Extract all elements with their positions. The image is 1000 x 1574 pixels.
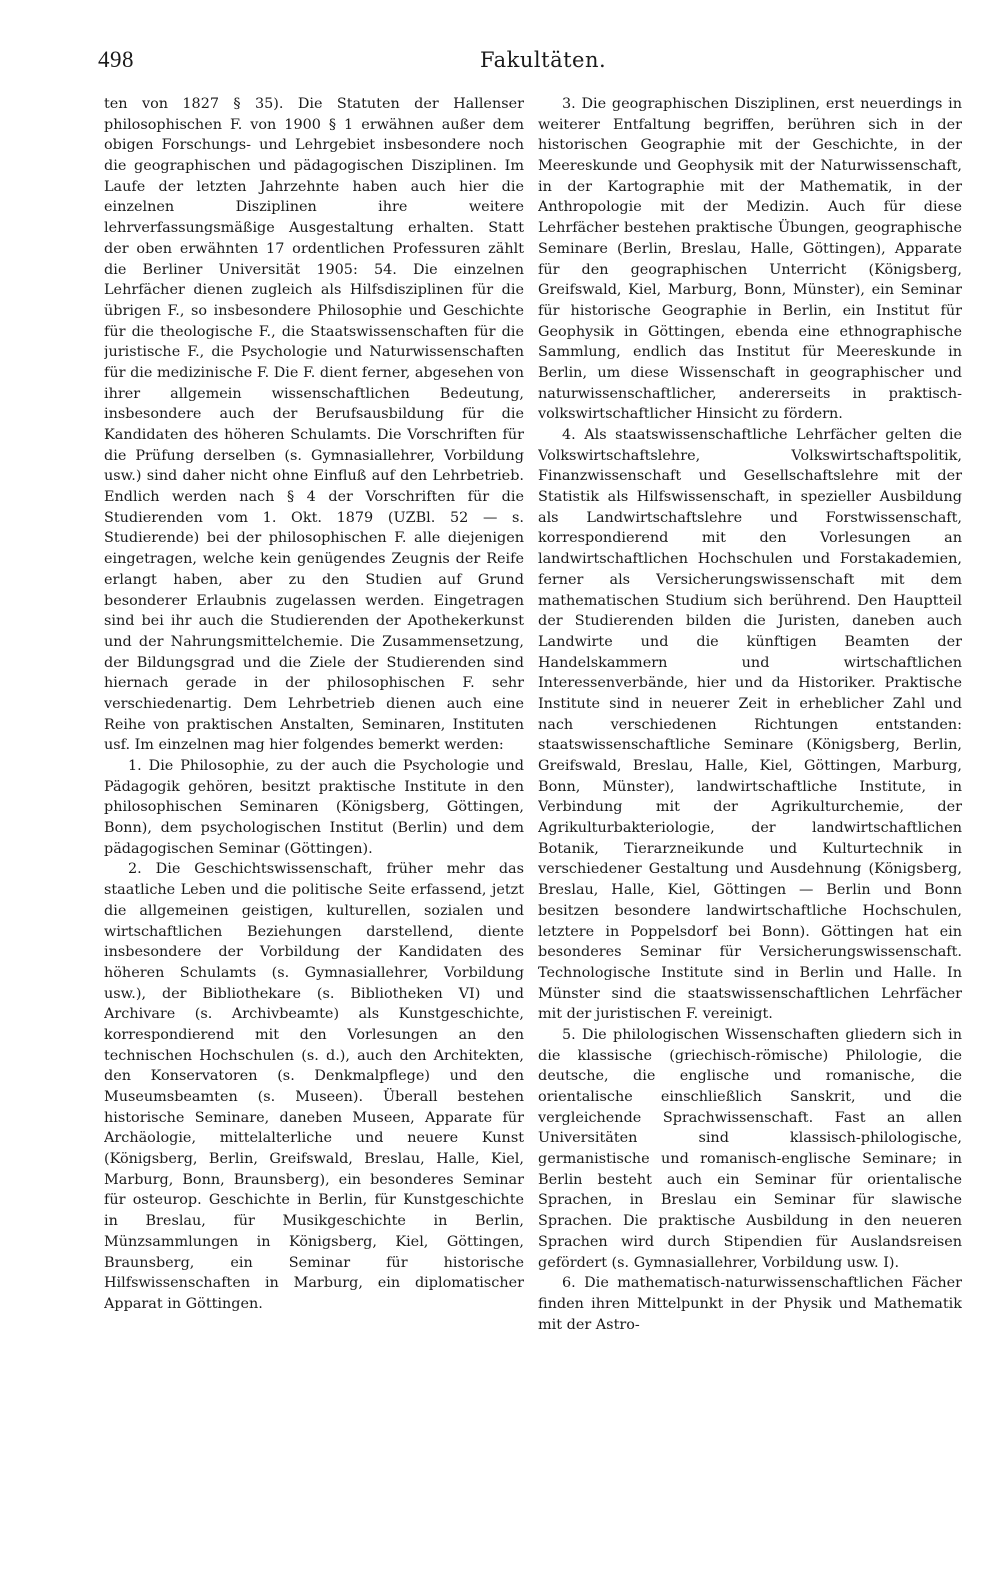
- paragraph-geschichtswissenschaft: 2. Die Geschichtswissenschaft, früher mehr das staatliche Leben und die politische Seite erfassend, jetzt die allgemeinen geistigen, kulturellen, sozialen und wirtschaftlichen Beziehungen darstellend, diente insbesondere der Vorbildung der Kandidaten des höheren Schulamts (s. Gymnasiallehrer, Vorbildung usw.), der Bibliothekare (s. Bibliotheken VI) und Archivare (s. Archivbeamte) als Kunstgeschichte, korrespondierend mit den Vorlesungen an den technischen Hochschulen (s. d.), auch den Architekten, den Konservatoren (s. Denkmalpflege) und den Museumsbeamten (s. Museen). Überall bestehen historische Seminare, daneben Museen, Apparate für Archäologie, mittelalterliche und neuere Kunst (Königsberg, Berlin, Greifswald, Breslau, Halle, Kiel, Marburg, Bonn, Braunsberg), ein besonderes Seminar für osteurop. Geschichte in Berlin, für Kunstgeschichte in Breslau, für Musikgeschichte in Berlin, Münzsammlungen in Königsberg, Kiel, Göttingen, Braunsberg, ein Seminar für historische Hilfswissenschaften in Marburg, ein diplomatischer Apparat in Göttingen.: [104, 861, 524, 1312]
- paragraph-philologie: 5. Die philologischen Wissenschaften gliedern sich in die klassische (griechisch-römische) Philologie, die deutsche, die englische und romanische, die orientalische einschließlich Sanskrit, und die vergleichende Sprachwissenschaft. Fast an allen Universitäten sind klassisch-philologische, germanistische und romanisch-englische Seminare; in Berlin besteht auch ein Seminar für orientalische Sprachen, in Breslau ein Seminar für slawische Sprachen. Die praktische Ausbildung in den neueren Sprachen wird durch Stipendien für Auslandsreisen gefördert (s. Gymnasiallehrer, Vorbildung usw. I).: [538, 1026, 962, 1271]
- paragraph-mathematik: 6. Die mathematisch-naturwissenschaftlichen Fächer finden ihren Mittelpunkt in der Physik und Mathematik mit der Astro-: [538, 1275, 962, 1333]
- page-number: 498: [98, 47, 134, 72]
- paragraph-geographie: 3. Die geographischen Disziplinen, erst neuerdings in weiterer Entfaltung begriffen, berühren sich in der historischen Geographie mit der Geschichte, in der Meereskunde und Geophysik mit der Naturwissenschaft, in der Kartographie mit der Mathematik, in der Anthropologie mit der Medizin. Auch für diese Lehrfächer bestehen praktische Übungen, geographische Seminare (Berlin, Breslau, Halle, Göttingen), Apparate für den geographischen Unterricht (Königsberg, Greifswald, Kiel, Marburg, Bonn, Münster), ein Seminar für historische Geographie in Berlin, ein Institut für Geophysik in Göttingen, ebenda eine ethnographische Sammlung, endlich das Institut für Meereskunde in Berlin, um diese Wissenschaft in geographischer und naturwissenschaftlicher, andererseits in praktisch-volkswirtschaftlicher Hinsicht zu fördern.: [538, 96, 962, 423]
- left-column: [104, 94, 524, 1494]
- paragraph-staatswissenschaften: 4. Als staatswissenschaftliche Lehrfächer gelten die Volkswirtschaftslehre, Volkswirtschaftspolitik, Finanzwissenschaft und Gesellschaftslehre mit der Statistik als Hilfswissenschaft, in spezieller Ausbildung als Landwirtschaftslehre und Forstwissenschaft, korrespondierend mit den Vorlesungen an landwirtschaftlichen Hochschulen und Forstakademien, ferner als Versicherungswissenschaft mit dem mathematischen Studium sich berührend. Den Hauptteil der Studierenden bilden die Juristen, daneben auch Landwirte und die künftigen Beamten der Handelskammern und wirtschaftlichen Interessenverbände, hier und da Historiker. Praktische Institute sind in neuerer Zeit in erheblicher Zahl und nach verschiedenen Richtungen entstanden: staatswissenschaftliche Seminare (Königsberg, Berlin, Greifswald, Breslau, Halle, Kiel, Göttingen, Marburg, Bonn, Münster), landwirtschaftliche Institute, in Verbindung mit der Agrikulturchemie, der Agrikulturbakteriologie, der landwirtschaftlichen Botanik, Tierarzneikunde und Kulturtechnik in verschiedener Gestaltung und Ausdehnung (Königsberg, Breslau, Halle, Kiel, Göttingen — Berlin und Bonn besitzen besondere landwirtschaftliche Hochschulen, letztere in Poppelsdorf bei Bonn). Göttingen hat ein besonderes Seminar für Versicherungswissenschaft. Technologische Institute sind in Berlin und Halle. In Münster sind die staatswissenschaftlichen Lehrfächer mit der juristischen F. vereinigt.: [538, 427, 962, 1023]
- running-head: Fakultäten.: [480, 48, 607, 72]
- paragraph-philosophie: 1. Die Philosophie, zu der auch die Psychologie und Pädagogik gehören, besitzt praktische Institute in den philosophischen Seminaren (Königsberg, Göttingen, Bonn), dem psychologischen Institut (Berlin) und dem pädagogischen Seminar (Göttingen).: [104, 758, 524, 857]
- right-column: [538, 94, 962, 1494]
- paragraph-continued: ten von 1827 § 35). Die Statuten der Hallenser philosophischen F. von 1900 § 1 erwähnen außer dem obigen Forschungs- und Lehrgebiet insbesondere noch die geographischen und pädagogischen Disziplinen. Im Laufe der letzten Jahrzehnte haben auch hier die einzelnen Disziplinen ihre weitere lehrverfassungsmäßige Ausgestaltung erhalten. Statt der oben erwähnten 17 ordentlichen Professuren zählt die Berliner Universität 1905: 54. Die einzelnen Lehrfächer dienen zugleich als Hilfsdisziplinen für die übrigen F., so insbesondere Philosophie und Geschichte für die theologische F., die Staatswissenschaften für die juristische F., die Psychologie und Naturwissenschaften für die medizinische F. Die F. dient ferner, abgesehen von ihrer allgemein wissenschaftlichen Bedeutung, insbesondere auch der Berufsausbildung für die Kandidaten des höheren Schulamts. Die Vorschriften für die Prüfung derselben (s. Gymnasiallehrer, Vorbildung usw.) sind daher nicht ohne Einfluß auf den Lehrbetrieb. Endlich werden nach § 4 der Vorschriften für die Studierenden vom 1. Okt. 1879 (UZBl. 52 — s. Studierende) bei der philosophischen F. alle diejenigen eingetragen, welche kein genügendes Zeugnis der Reife erlangt haben, aber zu den Studien auf Grund besonderer Erlaubnis zugelassen werden. Eingetragen sind bei ihr auch die Studierenden der Apothekerkunst und der Nahrungsmittelchemie. Die Zusammensetzung, der Bildungsgrad und die Ziele der Studierenden sind hiernach gerade in der philosophischen F. sehr verschiedenartig. Dem Lehrbetrieb dienen auch eine Reihe von praktischen Anstalten, Seminaren, Instituten usf. Im einzelnen mag hier folgendes bemerkt werden:: [104, 96, 524, 754]
